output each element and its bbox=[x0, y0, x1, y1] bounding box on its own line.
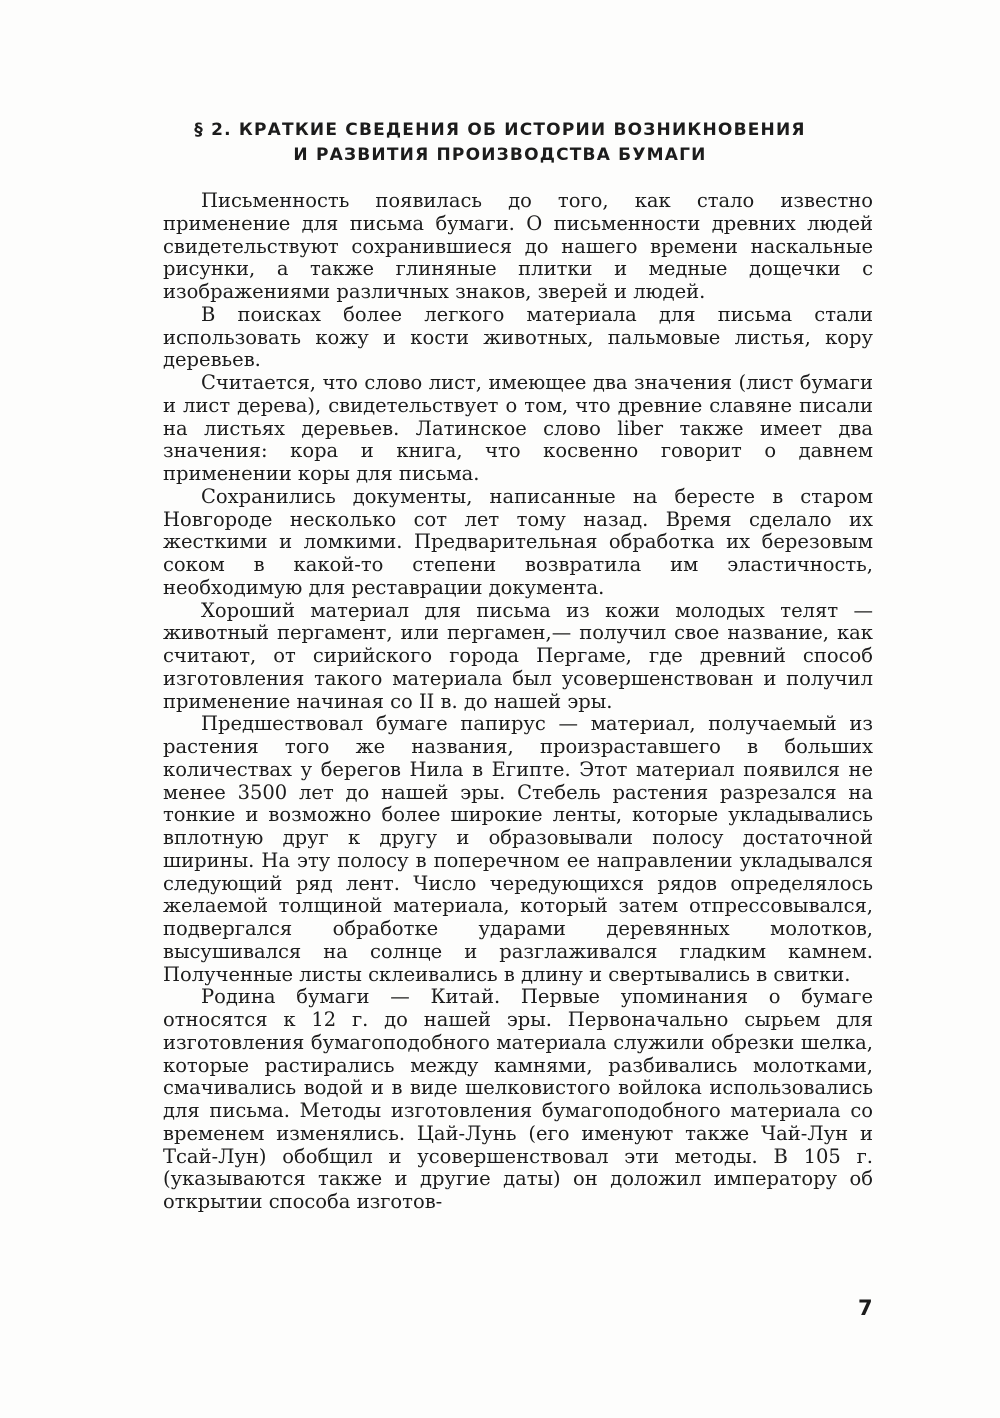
paragraph-birch-bark: Сохранились документы, написанные на бересте в старом Новгороде несколько сот лет тому назад. Время сделало их жесткими и ломкими. Предварительная обработка их березовым соком в какой-то степени возвратила им эластичность, необходимую для реставрации документа. bbox=[163, 484, 873, 599]
paragraph-papyrus: Предшествовал бумаге папирус — материал, получаемый из растения того же названия, произраставшего в больших количествах у берегов Нила в Египте. Этот материал появился не менее 3500 лет до нашей эры. Стебель растения разрезался на тонкие и возможно более широкие ленты, которые укладывались вплотную друг к другу и образовывали полосу достаточной ширины. На эту полосу в поперечном ее направлении укладывался следующий ряд лент. Число чередующихся рядов определялось желаемой толщиной материала, который затем отпрессовывался, подвергался обработке ударами деревянных молотков, высушивался на солнце и разглаживался гладким камнем. Полученные листы склеивались в длину и свертывались в свитки. bbox=[163, 712, 873, 986]
paragraph-writing-origins: Письменность появилась до того, как стало известно применение для письма бумаги. О письменности древних людей свидетельствуют сохранившиеся до нашего времени наскальные рисунки, а также глиняные плитки и медные дощечки с изображениями различных знаков, зверей и людей. bbox=[163, 189, 873, 303]
paragraph-china: Родина бумаги — Китай. Первые упоминания о бумаге относятся к 12 г. до нашей эры. Первоначально сырьем для изготовления бумагоподобного материала служили обрезки шелка, которые растирались между камнями, разбивались молотками, смачивались водой и в виде шелковистого войлока использовались для письма. Методы изготовления бумагоподобного материала со временем изменялись. Цай-Лунь (его именуют также Чай-Лун и Тсай-Лун) обобщил и усовершенствовал эти методы. В 105 г. (указываются также и другие даты) он доложил императору об открытии способа изготов- bbox=[163, 985, 873, 1213]
section-title bbox=[160, 118, 840, 168]
paragraph-parchment: Хороший материал для письма из кожи молодых телят — животный пергамент, или пергамен,— получил свое название, как считают, от сирийского города Пергаме, где древний способ изготовления такого материала был усовершенствован и получил применение начиная со II в. до нашей эры. bbox=[163, 598, 873, 713]
section-title-line-1: § 2. КРАТКИЕ СВЕДЕНИЯ ОБ ИСТОРИИ ВОЗНИКНОВЕНИЯ bbox=[194, 120, 806, 140]
page-number: 7 bbox=[858, 1296, 873, 1320]
section-title-line-2: И РАЗВИТИЯ ПРОИЗВОДСТВА БУМАГИ bbox=[293, 145, 707, 165]
body-text bbox=[163, 190, 873, 1214]
paragraph-word-list: Считается, что слово лист, имеющее два значения (лист бумаги и лист дерева), свидетельствует о том, что древние славяне писали на листьях деревьев. Латинское слово liber также имеет два значения: кора и книга, что косвенно говорит о давнем применении коры для письма. bbox=[163, 371, 873, 485]
paragraph-light-materials: В поисках более легкого материала для письма стали использовать кожу и кости животных, пальмовые листья, кору деревьев. bbox=[163, 302, 873, 372]
